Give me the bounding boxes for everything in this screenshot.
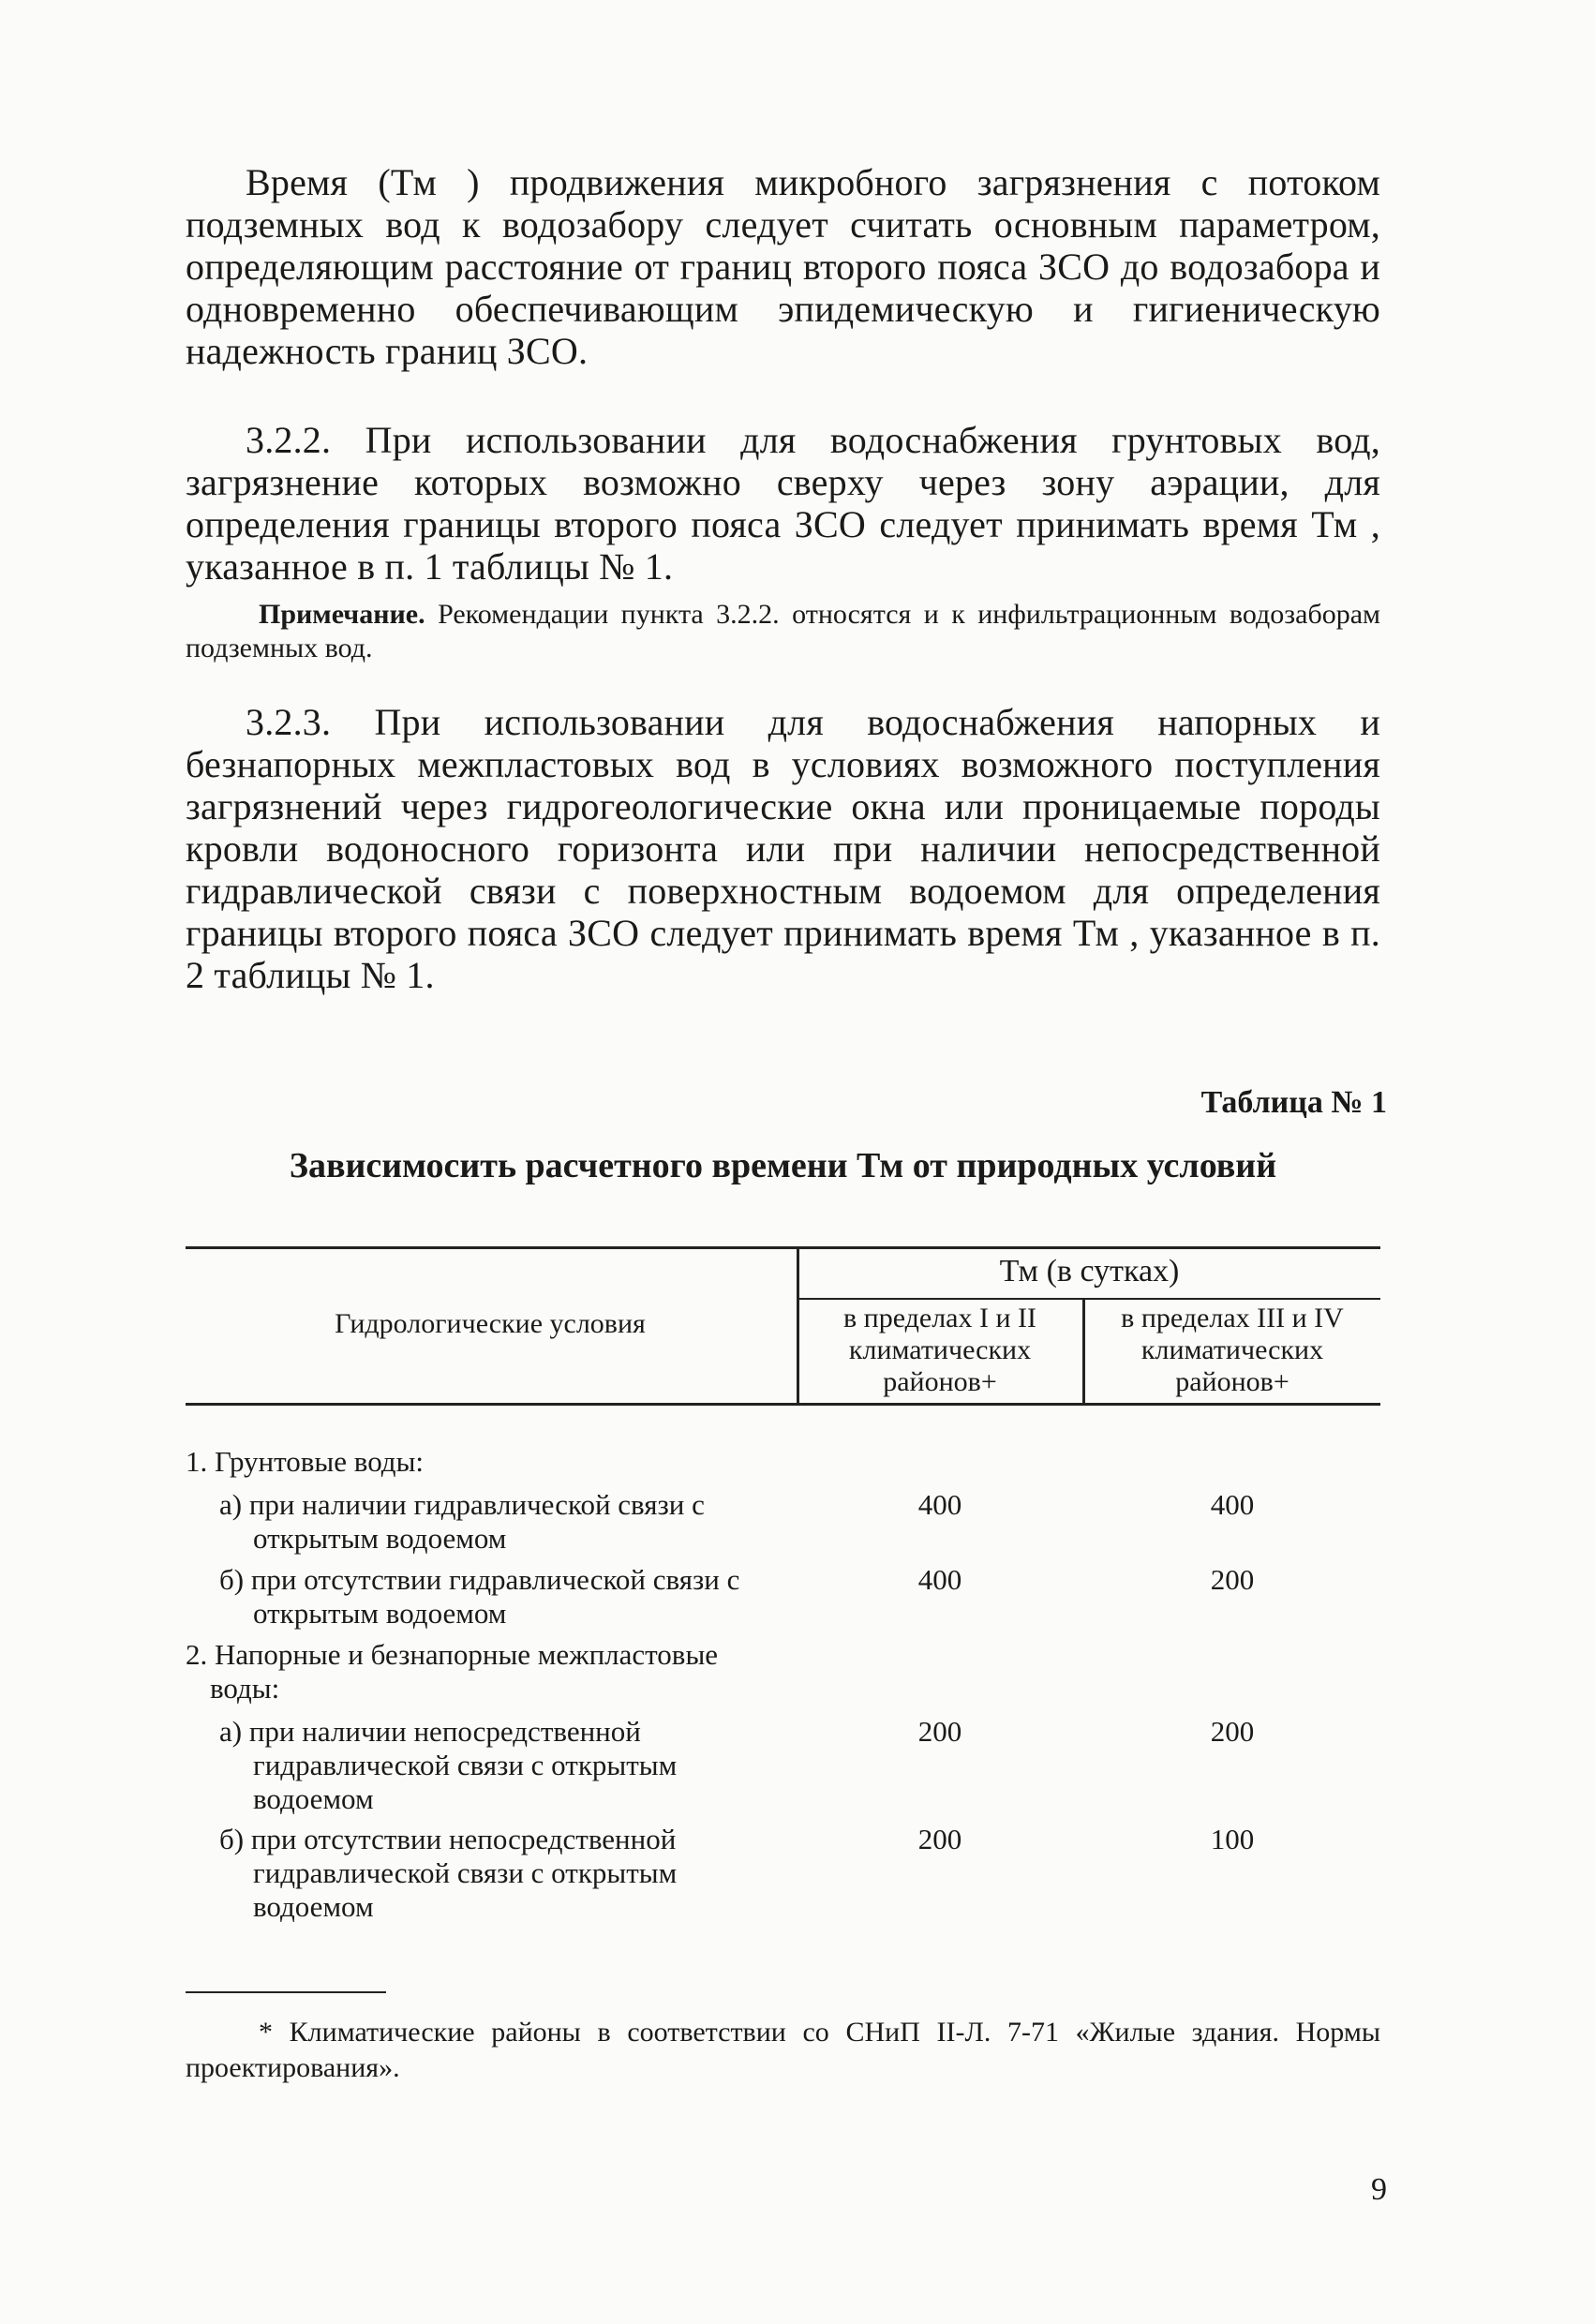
page-number: 9 [1371, 2172, 1387, 2207]
table-top-rule [186, 1246, 1380, 1249]
paragraph-time-definition: Время (Тм ) продвижения микробного загрязнения с потоком подземных вод к водозабору следует считать основным параметром, определяющим расстояние от границ второго пояса ЗСО до водозабора и одновременно обеспечивающим эпидемическую и гигиеническую надежность границ ЗСО. [186, 161, 1380, 372]
row-groundwater-isolated-label: б) при отсутствии гидравлической связи с открытым водоемом [219, 1563, 740, 1630]
cell-value: 200 [1210, 1715, 1255, 1748]
header-tm: Тм (в сутках) [999, 1254, 1180, 1289]
cell-value: 200 [1210, 1563, 1255, 1596]
footnote: * Климатические районы в соответствии со СНиП II-Л. 7-71 «Жилые здания. Нормы проектирования». [186, 2017, 1380, 2083]
note-text: Рекомендации пункта 3.2.2. относятся и к инфильтрационным водозаборам подземных вод. [186, 599, 1381, 663]
table-subheader-rule [797, 1298, 1380, 1300]
note-heading: Примечание. [259, 599, 425, 630]
row-interstratal-heading: 2. Напорные и безнапорные межпластовые воды: [186, 1638, 719, 1705]
cell-value: 400 [917, 1488, 962, 1521]
paragraph-3-2-2: 3.2.2. При использовании для водоснабжения грунтовых вод, загрязнение которых возможно сверху через зону аэрации, для определения границы второго пояса ЗСО следует принимать время Тм , указанное в п. 1 таблицы № 1. [186, 419, 1380, 588]
table-title: Зависимосить расчетного времени Тм от природных условий [289, 1146, 1277, 1185]
note [186, 598, 1380, 665]
row-interstratal-connected-label: а) при наличии непосредственной гидравлической связи с открытым водоемом [219, 1715, 678, 1815]
row-interstratal-isolated-label: б) при отсутствии непосредственной гидравлической связи с открытым водоемом [219, 1823, 678, 1923]
footnote-rule [186, 1991, 386, 1993]
table-number-label: Таблица № 1 [1200, 1085, 1387, 1120]
paragraph-3-2-3: 3.2.3. При использовании для водоснабжения напорных и безнапорных межпластовых вод в условиях возможного поступления загрязнений через гидрогеологические окна или проницаемые породы кровли водоносного горизонта или при наличии непосредственной гидравлической связи с поверхностным водоемом для определения границы второго пояса ЗСО следует принимать время Тм , указанное в п. 2 таблицы № 1. [186, 701, 1380, 996]
header-zones-1-2: в пределах I и II климатических районов+ [842, 1303, 1037, 1397]
cell-value: 200 [917, 1715, 962, 1748]
header-zones-3-4: в пределах III и IV климатических районов+ [1121, 1303, 1344, 1397]
table-header-bottom-rule [186, 1403, 1380, 1406]
cell-value: 100 [1210, 1823, 1255, 1855]
header-conditions: Гидрологические условия [335, 1308, 646, 1339]
row-groundwater-connected-label: а) при наличии гидравлической связи с открытым водоемом [219, 1488, 705, 1555]
row-groundwater-heading: 1. Грунтовые воды: [186, 1445, 425, 1478]
cell-value: 400 [1210, 1488, 1255, 1521]
cell-value: 400 [917, 1563, 962, 1596]
cell-value: 200 [917, 1823, 962, 1855]
